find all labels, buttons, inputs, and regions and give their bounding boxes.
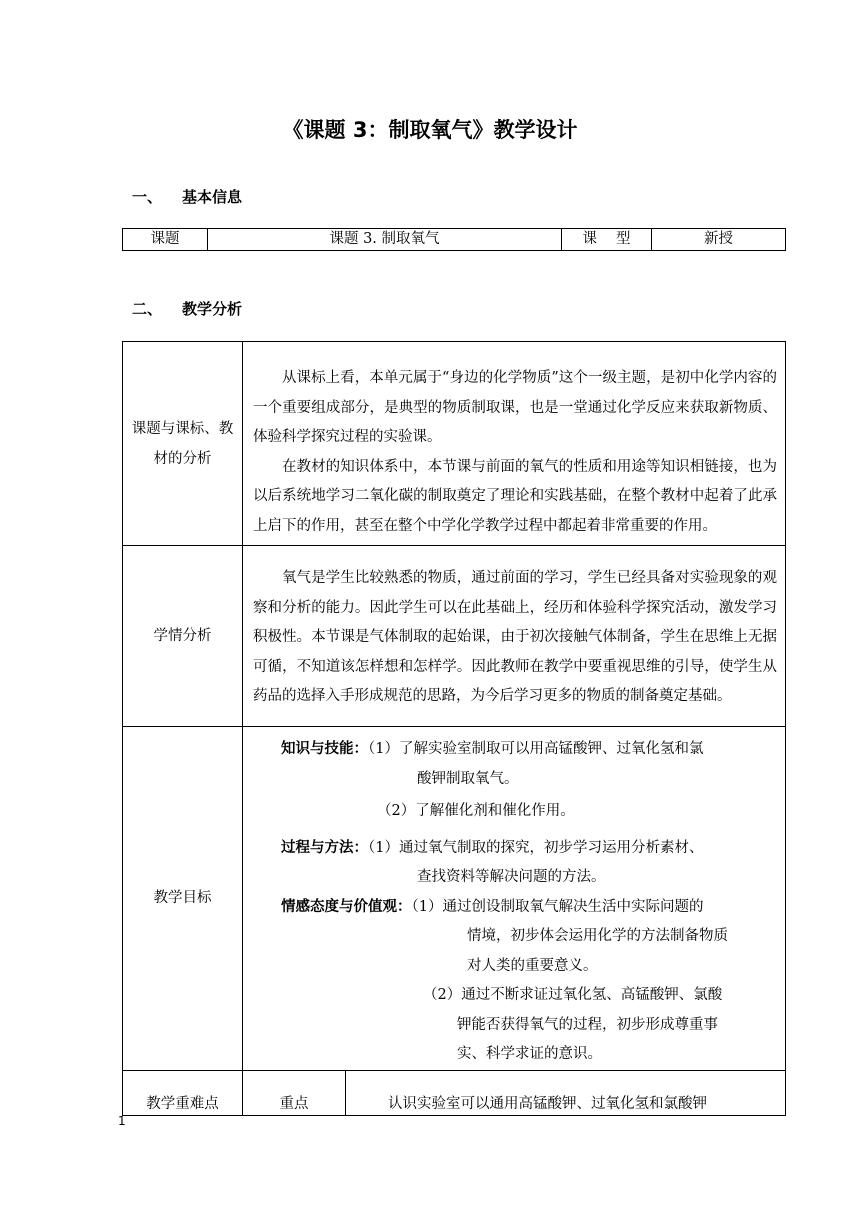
emotion-goal-1: （1）通过创设制取氧气解决生活中实际问题的 bbox=[411, 898, 704, 915]
section-number: 二、 bbox=[132, 300, 163, 318]
section-analysis-heading bbox=[132, 298, 242, 319]
process-goal-1: （1）通过氧气制取的探究，初步学习运用分析素材、 bbox=[368, 839, 704, 856]
keypoints-sub-label-cell: 重点 bbox=[243, 1070, 346, 1115]
knowledge-goal-2: （2）了解催化剂和催化作用。 bbox=[377, 803, 575, 819]
knowledge-goal-line bbox=[281, 735, 777, 765]
topic-label-cell: 课题 bbox=[123, 229, 208, 251]
curriculum-label: 课题与课标、教材的分析 bbox=[131, 420, 234, 467]
students-paragraph: 氧气是学生比较熟悉的物质，通过前面的学习，学生已经具备对实验现象的观察和分析的能力。因此学生可以在此基础上，经历和体验科学探究活动，激发学习积极性。本节课是气体制取的起始课，由于初次接触气体制备，学生在思维上无据可循，不知道该怎样想和怎样学。因此教师在教学中要重视思维的引导，使学生从药品的选择入手形成规范的思路，为今后学习更多的物质的制备奠定基础。 bbox=[253, 570, 777, 705]
emotion-goal-line bbox=[281, 893, 777, 923]
emotion-goal-1-cont: 情境，初步体会运用化学的方法制备物质 bbox=[467, 928, 728, 944]
emotion-label: 情感态度与价值观： bbox=[281, 898, 412, 915]
keypoints-label-cell: 教学重难点 bbox=[123, 1070, 243, 1115]
emotion-goal-2-cont: 钾能否获得氧气的过程，初步形成尊重事 bbox=[457, 1016, 718, 1033]
table-row bbox=[123, 229, 786, 251]
curriculum-paragraph-2: 在教材的知识体系中，本节课与前面的氧气的性质和用途等知识相链接，也为以后系统地学习二氧化碳的制取奠定了理论和实践基础，在整个教材中起着了此承上启下的作用，甚至在整个中学化学教学过程中都起着非常重要的作用。 bbox=[253, 458, 777, 534]
process-label: 过程与方法： bbox=[281, 839, 368, 856]
section-heading: 基本信息 bbox=[182, 188, 243, 206]
curriculum-content-cell bbox=[243, 342, 786, 546]
type-label-cell: 课 型 bbox=[562, 229, 652, 251]
emotion-goal-2: （2）通过不断求证过氧化氢、高锰酸钾、氯酸 bbox=[423, 987, 723, 1003]
students-content-cell bbox=[243, 546, 786, 727]
knowledge-label: 知识与技能： bbox=[281, 741, 368, 757]
knowledge-goal-1: （1）了解实验室制取可以用高锰酸钾、过氧化氢和氯 bbox=[368, 741, 704, 757]
table-row bbox=[123, 546, 786, 727]
goals-content-cell bbox=[243, 727, 786, 1071]
table-row bbox=[123, 342, 786, 546]
type-value-cell: 新授 bbox=[652, 229, 786, 251]
knowledge-goal-1-cont: 酸钾制取氧气。 bbox=[417, 770, 519, 787]
goals-label-cell: 教学目标 bbox=[123, 727, 243, 1071]
page-number: 1 bbox=[118, 1114, 126, 1128]
section-heading: 教学分析 bbox=[182, 300, 243, 318]
emotion-goal-2-cont2: 实、科学求证的意识。 bbox=[457, 1046, 602, 1062]
basic-info-table bbox=[122, 228, 786, 251]
curriculum-paragraph-1: 从课标上看，本单元属于“身边的化学物质”这个一级主题，是初中化学内容的一个重要组成部分，是典型的物质制取课，也是一堂通过化学反应来获取新物质、体验科学探究过程的实验课。 bbox=[253, 370, 777, 446]
analysis-table bbox=[122, 341, 786, 1116]
process-goal-line bbox=[281, 834, 777, 864]
table-row bbox=[123, 1070, 786, 1115]
table-row bbox=[123, 727, 786, 1071]
keypoints-content-cell: 认识实验室可以通用高锰酸钾、过氧化氢和氯酸钾 bbox=[346, 1070, 786, 1115]
curriculum-label-cell bbox=[123, 342, 243, 546]
process-goal-1-cont: 查找资料等解决问题的方法。 bbox=[417, 869, 606, 885]
section-basic-info-heading bbox=[132, 186, 242, 207]
document-title: 《课题 3：制取氧气》教学设计 bbox=[282, 118, 578, 142]
section-number: 一、 bbox=[132, 188, 163, 206]
emotion-goal-1-cont2: 对人类的重要意义。 bbox=[467, 957, 598, 974]
topic-value-cell: 课题 3. 制取氧气 bbox=[208, 229, 562, 251]
students-label-cell: 学情分析 bbox=[123, 546, 243, 727]
